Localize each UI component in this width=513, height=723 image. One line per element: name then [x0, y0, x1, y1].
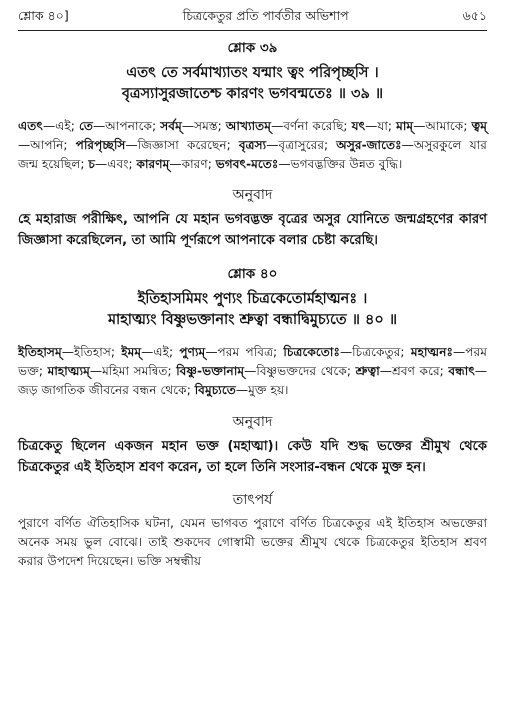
synonym-word: ইতিহাসম্	[18, 345, 62, 360]
synonym-word: পরিপৃচ্ছসি	[75, 137, 126, 152]
verse-39-number: শ্লোক ৩৯	[227, 40, 278, 56]
synonym-meaning: —এই;	[42, 119, 79, 133]
synonym-word: তে	[78, 119, 94, 133]
synonym-word: বিষ্ণু-ভক্তানাম্	[176, 364, 245, 379]
synonym-word: যৎ	[351, 119, 366, 133]
verse-40-synonyms	[18, 343, 487, 399]
synonym-word: ইমম্	[121, 345, 142, 360]
verse-40-number: শ্লোক ৪০	[227, 266, 278, 283]
synonym-word: বৃত্রস্য	[238, 137, 267, 152]
synonym-meaning: —যা;	[365, 119, 397, 133]
verse-40-line-2: মাহাত্ম্যং বিষ্ণুভক্তানাং শ্রুত্বা বন্ধাদ্বিমুচ্যতে ॥ ৪০ ॥	[107, 312, 398, 329]
synonym-meaning: —পরম পবিত্র;	[205, 345, 284, 360]
synonym-meaning: —মহিমা সমন্বিত;	[89, 364, 177, 379]
header-verse-ref: শ্লোক ৪০]	[18, 8, 69, 23]
synonym-meaning: —জিজ্ঞাসা করেছেন;	[125, 137, 239, 152]
verse-39-synonyms	[18, 117, 487, 173]
synonym-meaning: —শ্রবণ করে;	[379, 364, 449, 379]
synonym-meaning: —মুক্ত হয়।	[235, 382, 289, 397]
synonym-meaning: —সমস্ত;	[181, 119, 226, 133]
verse-39-translation-heading: অনুবাদ	[232, 187, 273, 204]
purport-heading: তাৎপর্য	[232, 491, 273, 508]
synonym-word: ত্বম্	[471, 119, 488, 133]
synonym-meaning: —ভগবদ্ভক্তির উন্নত বুদ্ধি।	[278, 156, 403, 171]
synonym-meaning: —জড় জাগতিক জীবনের বন্ধন থেকে;	[18, 364, 488, 397]
synonym-word: বন্ধাৎ	[448, 364, 475, 379]
synonym-meaning: —আমাকে;	[413, 119, 472, 133]
synonym-word: পুণ্যম্	[179, 345, 206, 360]
verse-39-line-2: বৃত্রস্যাসুরজাতেশ্চ কারণং ভগবন্মতেঃ ॥ ৩৯ ॥	[121, 86, 384, 102]
synonym-meaning: —আপনি;	[18, 137, 76, 152]
synonym-word: শ্রুত্বা	[355, 364, 380, 379]
purport-text: পুরাণে বর্ণিত ঐতিহাসিক ঘটনা, যেমন ভাগবত পুরাণে বর্ণিত চিত্রকেতুর এই ইতিহাস অভক্তেরা অনেক সময় ভুল বোঝে। তাই শুকদেব গোস্বামী ভক্তের শ্রীমুখ থেকে চিত্রকেতুর ইতিহাস শ্রবণ করার উপদেশ দিয়েছেন। ভক্তি সম্বন্ধীয়	[18, 515, 487, 568]
synonym-meaning: —অসুরকুলে যার জন্ম হয়েছিল;	[18, 137, 488, 171]
synonym-word: মাম্	[396, 119, 414, 133]
synonym-word: বিমুচ্যতে	[194, 382, 236, 397]
synonym-word: কারণম্	[136, 156, 170, 171]
synonym-meaning: —বৃত্রাসুরের;	[266, 137, 337, 152]
synonym-word: আখ্যাতম্	[225, 119, 272, 133]
synonym-meaning: —পরম ভক্ত;	[18, 345, 487, 379]
synonym-word: ভগবৎ-মতেঃ	[215, 156, 279, 171]
synonym-word: চ	[88, 156, 95, 171]
verse-40-line-1: ইতিহাসমিমং পুণ্যং চিত্রকেতোর্মহাত্মনঃ ।	[137, 291, 368, 308]
synonym-word: অসুর-জাতেঃ	[336, 137, 402, 152]
synonym-meaning: —বিষ্ণুভক্তদের থেকে;	[244, 364, 356, 379]
synonym-word: এতৎ	[18, 119, 43, 133]
synonym-meaning: —এই;	[141, 345, 180, 360]
synonym-meaning: —আপনাকে;	[93, 119, 161, 133]
synonym-word: মহাত্মনঃ	[410, 345, 454, 360]
synonym-word: সর্বম্	[160, 119, 182, 133]
synonym-meaning: —ইতিহাস;	[61, 345, 122, 360]
synonym-meaning: —চিত্রকেতুর;	[339, 345, 411, 360]
synonym-meaning: —এবং;	[95, 156, 137, 171]
running-header	[18, 8, 487, 30]
page-number: ৬৫১	[462, 8, 487, 23]
synonym-meaning: —কারণ;	[169, 156, 216, 171]
header-divider	[18, 30, 487, 31]
verse-40-translation: চিত্রকেতু ছিলেন একজন মহান ভক্ত (মহাত্মা)। কেউ যদি শুদ্ধ ভক্তের শ্রীমুখ থেকে চিত্রকেতুর এই ইতিহাস শ্রবণ করেন, তা হলে তিনি সংসার-বন্ধন থেকে মুক্ত হন।	[18, 438, 487, 475]
synonym-word: মাহাত্ম্যম্	[47, 364, 90, 379]
verse-39-translation: হে মহারাজ পরীক্ষিৎ, আপনি যে মহান ভগবদ্ভক্ত বৃত্রের অসুর যোনিতে জন্মগ্রহণের কারণ জিজ্ঞাসা করেছিলেন, তা আমি পূর্ণরূপে আপনাকে বলার চেষ্টা করেছি।	[18, 212, 487, 249]
synonym-word: চিত্রকেতোঃ	[283, 345, 340, 360]
header-chapter-title: চিত্রকেতুর প্রতি পার্বতীর অভিশাপ	[182, 8, 349, 23]
synonym-meaning: —বর্ণনা করেছি;	[271, 119, 352, 133]
verse-40-translation-heading: অনুবাদ	[232, 413, 273, 430]
verse-39-line-1: এতৎ তে সর্বমাখ্যাতং যন্মাং ত্বং পরিপৃচ্ছসি ।	[126, 65, 379, 81]
